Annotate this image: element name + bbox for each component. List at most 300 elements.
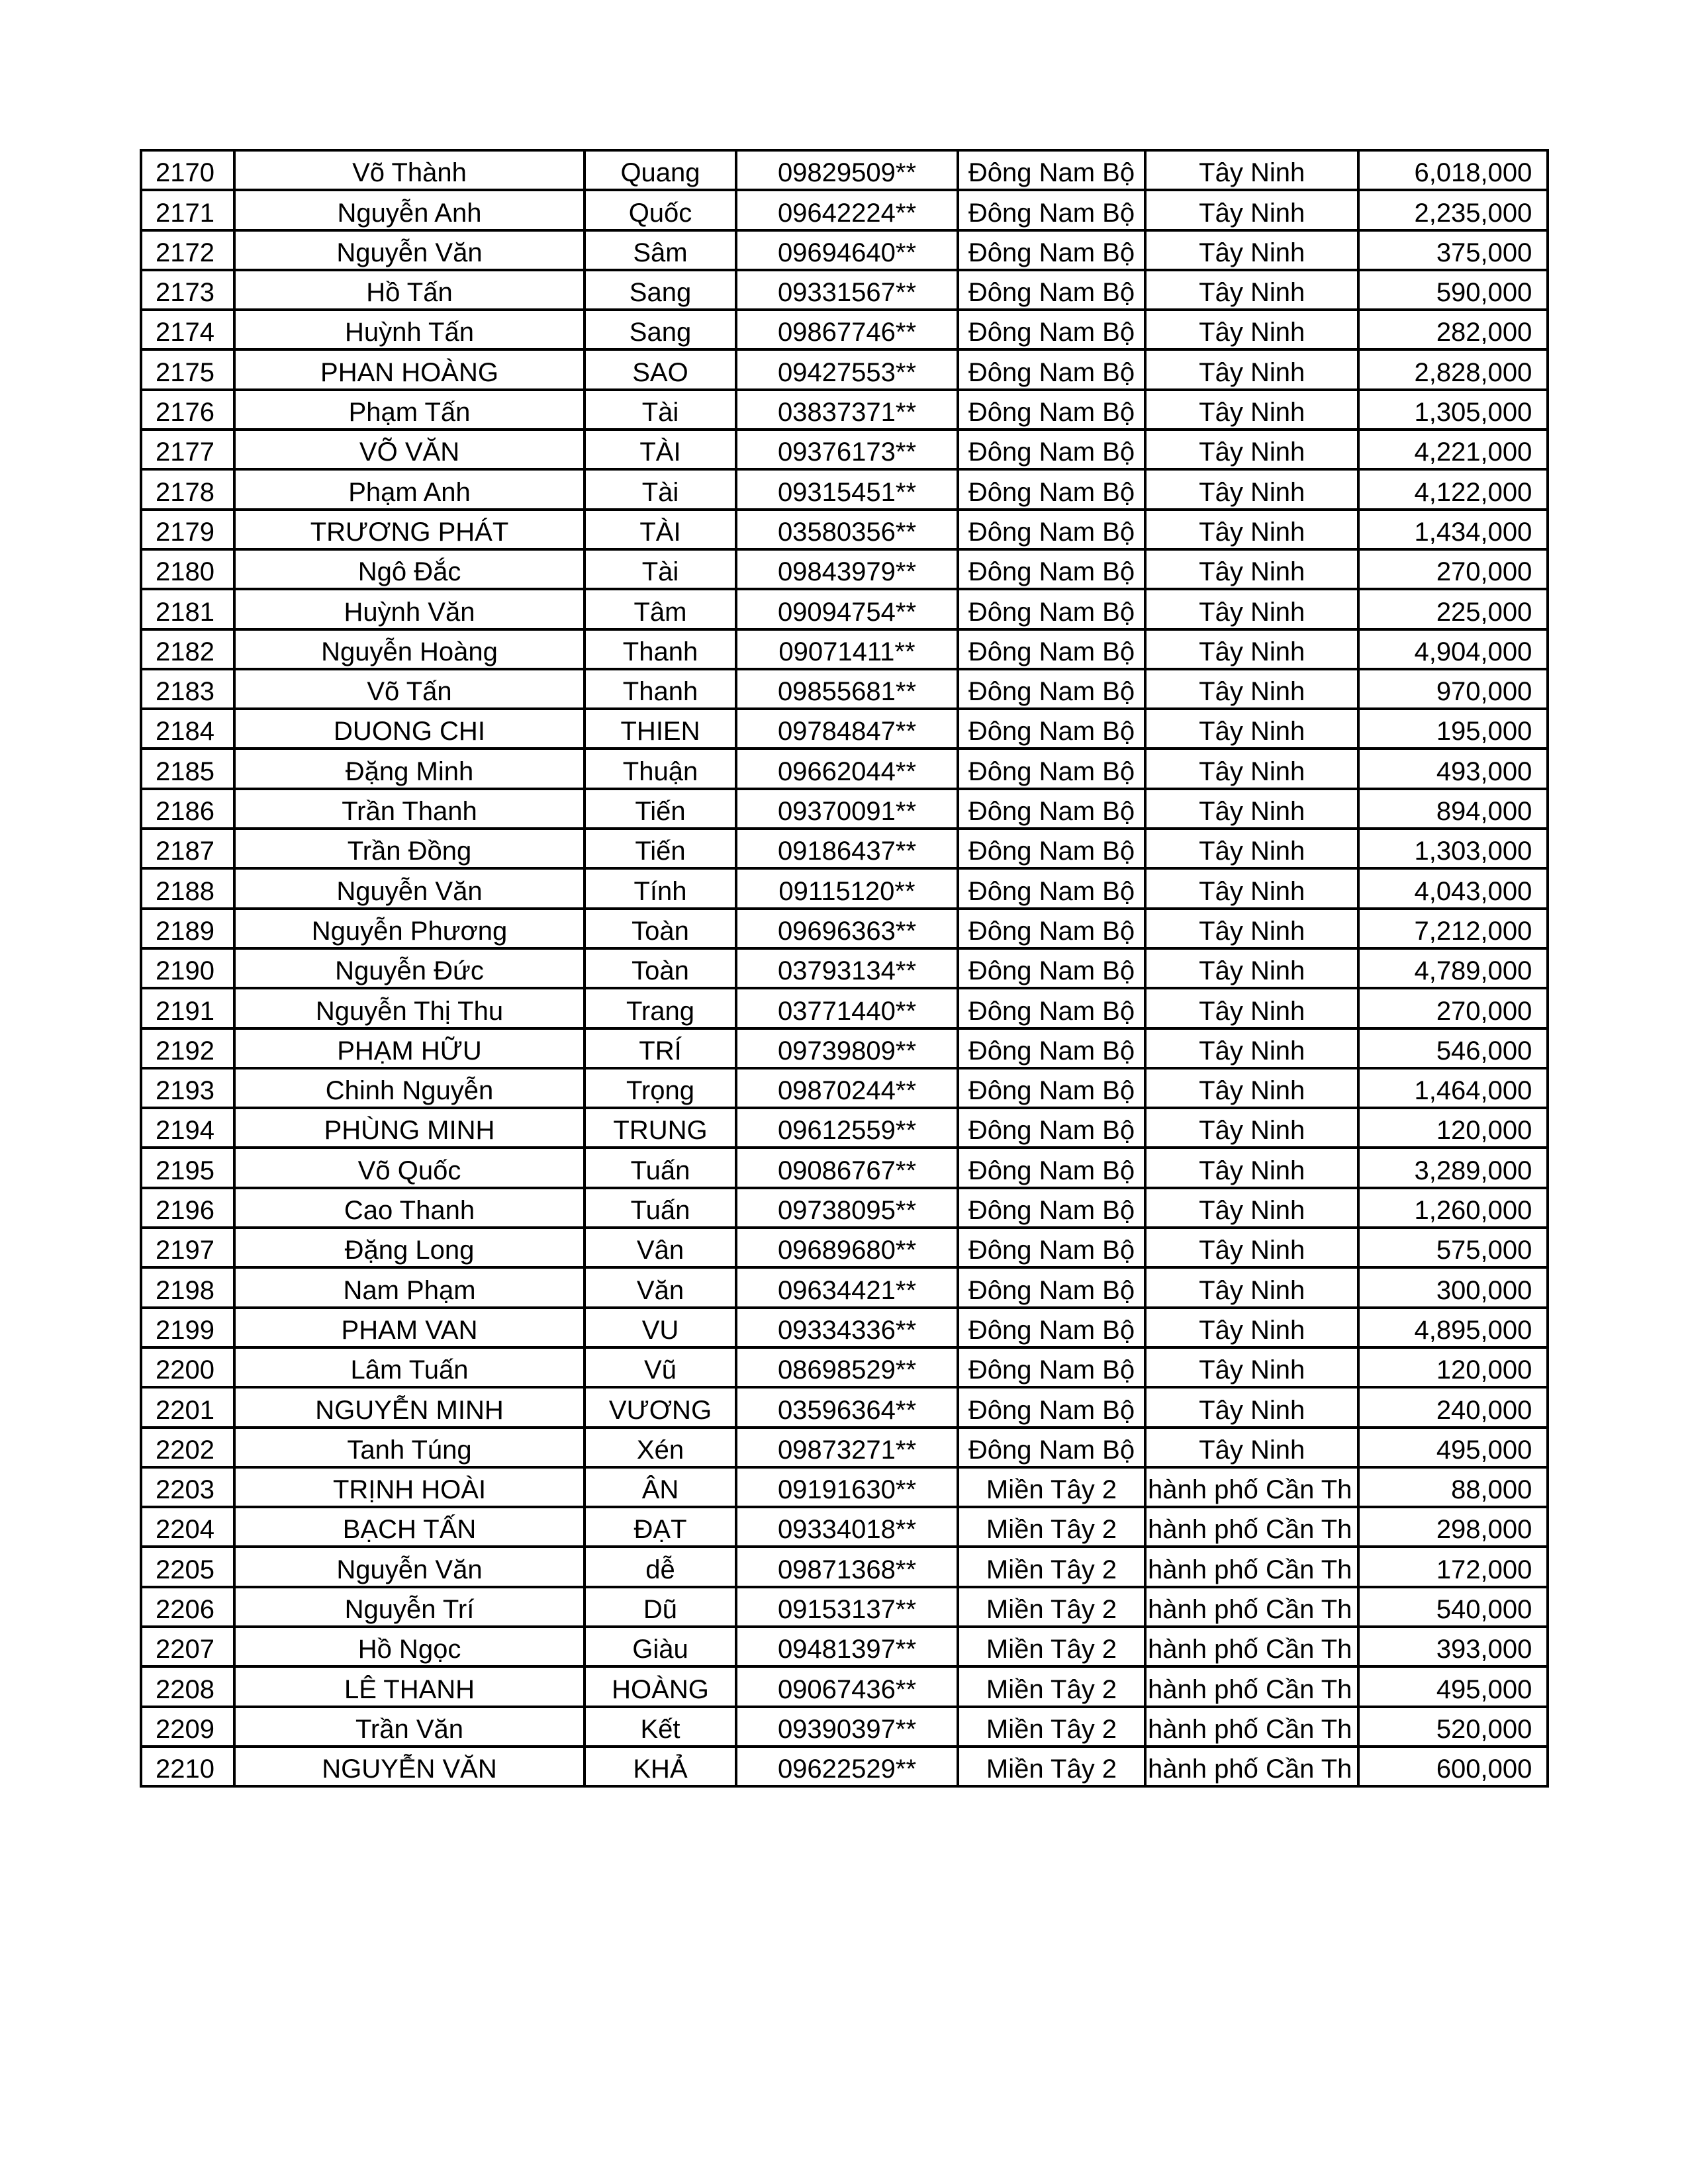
region-cell: Đông Nam Bộ — [958, 310, 1145, 349]
surname-cell: TRƯƠNG PHÁT — [234, 510, 585, 549]
surname-cell: Nguyễn Văn — [234, 230, 585, 270]
phone-cell: 09689680** — [736, 1228, 958, 1267]
row-number-cell: 2206 — [141, 1587, 234, 1627]
given-name-cell: Quang — [585, 150, 736, 190]
region-cell: Đông Nam Bộ — [958, 1228, 1145, 1267]
row-number-cell: 2170 — [141, 150, 234, 190]
amount-cell: 270,000 — [1358, 988, 1548, 1028]
phone-cell: 09376173** — [736, 430, 958, 469]
province-cell: Tây Ninh — [1145, 749, 1358, 788]
province-cell: Tây Ninh — [1145, 310, 1358, 349]
region-cell: Đông Nam Bộ — [958, 829, 1145, 868]
region-cell: Đông Nam Bộ — [958, 270, 1145, 310]
amount-cell: 4,043,000 — [1358, 868, 1548, 908]
given-name-cell: ÂN — [585, 1467, 736, 1507]
region-cell: Miền Tây 2 — [958, 1467, 1145, 1507]
row-number-cell: 2188 — [141, 868, 234, 908]
given-name-cell: Thanh — [585, 629, 736, 669]
amount-cell: 1,305,000 — [1358, 390, 1548, 430]
given-name-cell: THIEN — [585, 709, 736, 749]
row-number-cell: 2187 — [141, 829, 234, 868]
amount-cell: 970,000 — [1358, 669, 1548, 709]
region-cell: Miền Tây 2 — [958, 1507, 1145, 1547]
surname-cell: Nguyễn Phương — [234, 909, 585, 948]
given-name-cell: VU — [585, 1308, 736, 1347]
region-cell: Đông Nam Bộ — [958, 1148, 1145, 1187]
province-cell: Tây Ninh — [1145, 190, 1358, 230]
province-cell: Tây Ninh — [1145, 669, 1358, 709]
province-cell: Tây Ninh — [1145, 909, 1358, 948]
amount-cell: 270,000 — [1358, 549, 1548, 589]
phone-cell: 09331567** — [736, 270, 958, 310]
table-row — [141, 988, 1548, 1028]
surname-cell: DUONG CHI — [234, 709, 585, 749]
province-cell: Tây Ninh — [1145, 150, 1358, 190]
region-cell: Miền Tây 2 — [958, 1587, 1145, 1627]
row-number-cell: 2171 — [141, 190, 234, 230]
region-cell: Miền Tây 2 — [958, 1707, 1145, 1747]
province-cell: Tây Ninh — [1145, 1308, 1358, 1347]
given-name-cell: Quốc — [585, 190, 736, 230]
phone-cell: 09696363** — [736, 909, 958, 948]
given-name-cell: Tiến — [585, 829, 736, 868]
phone-cell: 09094754** — [736, 589, 958, 629]
table-row — [141, 150, 1548, 190]
table-row — [141, 1627, 1548, 1666]
region-cell: Miền Tây 2 — [958, 1627, 1145, 1666]
phone-cell: 09634421** — [736, 1267, 958, 1307]
surname-cell: Tanh Túng — [234, 1428, 585, 1467]
given-name-cell: Văn — [585, 1267, 736, 1307]
phone-cell: 09829509** — [736, 150, 958, 190]
province-cell: Tây Ninh — [1145, 709, 1358, 749]
province-cell: hành phố Cần Th — [1145, 1587, 1358, 1627]
region-cell: Đông Nam Bộ — [958, 349, 1145, 389]
amount-cell: 120,000 — [1358, 1347, 1548, 1387]
province-cell: Tây Ninh — [1145, 390, 1358, 430]
phone-cell: 09086767** — [736, 1148, 958, 1187]
row-number-cell: 2192 — [141, 1028, 234, 1068]
row-number-cell: 2178 — [141, 469, 234, 509]
table-row — [141, 1188, 1548, 1228]
phone-cell: 09843979** — [736, 549, 958, 589]
surname-cell: Trần Đồng — [234, 829, 585, 868]
amount-cell: 493,000 — [1358, 749, 1548, 788]
region-cell: Đông Nam Bộ — [958, 629, 1145, 669]
surname-cell: PHẠM HỮU — [234, 1028, 585, 1068]
row-number-cell: 2183 — [141, 669, 234, 709]
phone-cell: 09870244** — [736, 1068, 958, 1108]
province-cell: Tây Ninh — [1145, 430, 1358, 469]
region-cell: Đông Nam Bộ — [958, 749, 1145, 788]
surname-cell: NGUYỄN MINH — [234, 1387, 585, 1427]
region-cell: Đông Nam Bộ — [958, 430, 1145, 469]
row-number-cell: 2181 — [141, 589, 234, 629]
given-name-cell: KHẢ — [585, 1747, 736, 1786]
phone-cell: 09427553** — [736, 349, 958, 389]
given-name-cell: Thuận — [585, 749, 736, 788]
table-row — [141, 868, 1548, 908]
surname-cell: PHÙNG MINH — [234, 1108, 585, 1148]
surname-cell: Võ Tấn — [234, 669, 585, 709]
region-cell: Đông Nam Bộ — [958, 669, 1145, 709]
given-name-cell: Trọng — [585, 1068, 736, 1108]
surname-cell: Nguyễn Trí — [234, 1587, 585, 1627]
row-number-cell: 2208 — [141, 1666, 234, 1706]
table-body — [141, 150, 1548, 1786]
province-cell: Tây Ninh — [1145, 589, 1358, 629]
phone-cell: 03596364** — [736, 1387, 958, 1427]
region-cell: Đông Nam Bộ — [958, 948, 1145, 988]
surname-cell: Chinh Nguyễn — [234, 1068, 585, 1108]
province-cell: Tây Ninh — [1145, 1148, 1358, 1187]
province-cell: hành phố Cần Th — [1145, 1467, 1358, 1507]
region-cell: Đông Nam Bộ — [958, 190, 1145, 230]
table-row — [141, 948, 1548, 988]
amount-cell: 4,895,000 — [1358, 1308, 1548, 1347]
surname-cell: Huỳnh Tấn — [234, 310, 585, 349]
province-cell: hành phố Cần Th — [1145, 1666, 1358, 1706]
row-number-cell: 2191 — [141, 988, 234, 1028]
amount-cell: 7,212,000 — [1358, 909, 1548, 948]
table-row — [141, 1028, 1548, 1068]
surname-cell: NGUYỄN VĂN — [234, 1747, 585, 1786]
phone-cell: 09481397** — [736, 1627, 958, 1666]
surname-cell: LÊ THANH — [234, 1666, 585, 1706]
given-name-cell: TÀI — [585, 510, 736, 549]
row-number-cell: 2175 — [141, 349, 234, 389]
amount-cell: 88,000 — [1358, 1467, 1548, 1507]
amount-cell: 4,904,000 — [1358, 629, 1548, 669]
surname-cell: Phạm Anh — [234, 469, 585, 509]
given-name-cell: Thanh — [585, 669, 736, 709]
row-number-cell: 2185 — [141, 749, 234, 788]
given-name-cell: TÀI — [585, 430, 736, 469]
row-number-cell: 2172 — [141, 230, 234, 270]
phone-cell: 09694640** — [736, 230, 958, 270]
region-cell: Đông Nam Bộ — [958, 510, 1145, 549]
row-number-cell: 2182 — [141, 629, 234, 669]
row-number-cell: 2184 — [141, 709, 234, 749]
given-name-cell: Tuấn — [585, 1188, 736, 1228]
given-name-cell: Sang — [585, 310, 736, 349]
province-cell: Tây Ninh — [1145, 349, 1358, 389]
amount-cell: 1,260,000 — [1358, 1188, 1548, 1228]
region-cell: Miền Tây 2 — [958, 1747, 1145, 1786]
row-number-cell: 2209 — [141, 1707, 234, 1747]
amount-cell: 4,789,000 — [1358, 948, 1548, 988]
row-number-cell: 2210 — [141, 1747, 234, 1786]
table-row — [141, 1666, 1548, 1706]
phone-cell: 09867746** — [736, 310, 958, 349]
row-number-cell: 2200 — [141, 1347, 234, 1387]
phone-cell: 09873271** — [736, 1428, 958, 1467]
province-cell: hành phố Cần Th — [1145, 1707, 1358, 1747]
row-number-cell: 2195 — [141, 1148, 234, 1187]
given-name-cell: VƯƠNG — [585, 1387, 736, 1427]
amount-cell: 1,434,000 — [1358, 510, 1548, 549]
province-cell: Tây Ninh — [1145, 1028, 1358, 1068]
province-cell: hành phố Cần Th — [1145, 1627, 1358, 1666]
phone-cell: 09067436** — [736, 1666, 958, 1706]
surname-cell: Huỳnh Văn — [234, 589, 585, 629]
amount-cell: 120,000 — [1358, 1108, 1548, 1148]
given-name-cell: Vũ — [585, 1347, 736, 1387]
surname-cell: Đặng Minh — [234, 749, 585, 788]
region-cell: Đông Nam Bộ — [958, 909, 1145, 948]
given-name-cell: Tài — [585, 390, 736, 430]
amount-cell: 495,000 — [1358, 1666, 1548, 1706]
region-cell: Đông Nam Bộ — [958, 549, 1145, 589]
phone-cell: 03580356** — [736, 510, 958, 549]
row-number-cell: 2176 — [141, 390, 234, 430]
table-row — [141, 589, 1548, 629]
province-cell: Tây Ninh — [1145, 1267, 1358, 1307]
phone-cell: 03837371** — [736, 390, 958, 430]
row-number-cell: 2177 — [141, 430, 234, 469]
table-row — [141, 1747, 1548, 1786]
phone-cell: 09871368** — [736, 1547, 958, 1586]
amount-cell: 172,000 — [1358, 1547, 1548, 1586]
region-cell: Đông Nam Bộ — [958, 1428, 1145, 1467]
amount-cell: 4,221,000 — [1358, 430, 1548, 469]
recipient-table — [140, 149, 1549, 1788]
province-cell: Tây Ninh — [1145, 829, 1358, 868]
phone-cell: 09390397** — [736, 1707, 958, 1747]
phone-cell: 09315451** — [736, 469, 958, 509]
phone-cell: 09739809** — [736, 1028, 958, 1068]
amount-cell: 282,000 — [1358, 310, 1548, 349]
phone-cell: 09115120** — [736, 868, 958, 908]
table-row — [141, 510, 1548, 549]
surname-cell: Phạm Tấn — [234, 390, 585, 430]
region-cell: Miền Tây 2 — [958, 1666, 1145, 1706]
table-row — [141, 1347, 1548, 1387]
region-cell: Đông Nam Bộ — [958, 988, 1145, 1028]
table-row — [141, 909, 1548, 948]
surname-cell: Võ Quốc — [234, 1148, 585, 1187]
row-number-cell: 2193 — [141, 1068, 234, 1108]
table-row — [141, 1587, 1548, 1627]
given-name-cell: SAO — [585, 349, 736, 389]
table-row — [141, 469, 1548, 509]
given-name-cell: Dũ — [585, 1587, 736, 1627]
table-row — [141, 829, 1548, 868]
surname-cell: Nguyễn Đức — [234, 948, 585, 988]
phone-cell: 09855681** — [736, 669, 958, 709]
province-cell: Tây Ninh — [1145, 549, 1358, 589]
region-cell: Đông Nam Bộ — [958, 1028, 1145, 1068]
given-name-cell: Vân — [585, 1228, 736, 1267]
province-cell: Tây Ninh — [1145, 1428, 1358, 1467]
table-row — [141, 230, 1548, 270]
surname-cell: Hồ Ngọc — [234, 1627, 585, 1666]
amount-cell: 6,018,000 — [1358, 150, 1548, 190]
phone-cell: 09071411** — [736, 629, 958, 669]
province-cell: Tây Ninh — [1145, 1347, 1358, 1387]
table-row — [141, 430, 1548, 469]
amount-cell: 3,289,000 — [1358, 1148, 1548, 1187]
amount-cell: 894,000 — [1358, 789, 1548, 829]
surname-cell: BẠCH TẤN — [234, 1507, 585, 1547]
amount-cell: 298,000 — [1358, 1507, 1548, 1547]
table-row — [141, 1387, 1548, 1427]
surname-cell: Võ Thành — [234, 150, 585, 190]
amount-cell: 1,303,000 — [1358, 829, 1548, 868]
row-number-cell: 2205 — [141, 1547, 234, 1586]
region-cell: Đông Nam Bộ — [958, 150, 1145, 190]
table-row — [141, 1148, 1548, 1187]
row-number-cell: 2189 — [141, 909, 234, 948]
province-cell: hành phố Cần Th — [1145, 1507, 1358, 1547]
table-row — [141, 270, 1548, 310]
amount-cell: 1,464,000 — [1358, 1068, 1548, 1108]
given-name-cell: Tuấn — [585, 1148, 736, 1187]
table-row — [141, 1228, 1548, 1267]
phone-cell: 09186437** — [736, 829, 958, 868]
amount-cell: 195,000 — [1358, 709, 1548, 749]
surname-cell: Cao Thanh — [234, 1188, 585, 1228]
phone-cell: 03793134** — [736, 948, 958, 988]
amount-cell: 300,000 — [1358, 1267, 1548, 1307]
phone-cell: 08698529** — [736, 1347, 958, 1387]
given-name-cell: Sang — [585, 270, 736, 310]
given-name-cell: TRÍ — [585, 1028, 736, 1068]
region-cell: Đông Nam Bộ — [958, 589, 1145, 629]
surname-cell: Nguyễn Hoàng — [234, 629, 585, 669]
given-name-cell: Tài — [585, 549, 736, 589]
amount-cell: 520,000 — [1358, 1707, 1548, 1747]
surname-cell: Nguyễn Văn — [234, 1547, 585, 1586]
amount-cell: 375,000 — [1358, 230, 1548, 270]
table-row — [141, 349, 1548, 389]
table-row — [141, 310, 1548, 349]
region-cell: Đông Nam Bộ — [958, 390, 1145, 430]
surname-cell: Nguyễn Thị Thu — [234, 988, 585, 1028]
table-row — [141, 1068, 1548, 1108]
region-cell: Đông Nam Bộ — [958, 789, 1145, 829]
row-number-cell: 2190 — [141, 948, 234, 988]
region-cell: Đông Nam Bộ — [958, 1068, 1145, 1108]
given-name-cell: Tâm — [585, 589, 736, 629]
surname-cell: Đặng Long — [234, 1228, 585, 1267]
table-row — [141, 709, 1548, 749]
surname-cell: VÕ VĂN — [234, 430, 585, 469]
province-cell: Tây Ninh — [1145, 948, 1358, 988]
phone-cell: 09370091** — [736, 789, 958, 829]
given-name-cell: Toàn — [585, 948, 736, 988]
given-name-cell: TRUNG — [585, 1108, 736, 1148]
surname-cell: TRỊNH HOÀI — [234, 1467, 585, 1507]
row-number-cell: 2203 — [141, 1467, 234, 1507]
province-cell: Tây Ninh — [1145, 1387, 1358, 1427]
region-cell: Đông Nam Bộ — [958, 1108, 1145, 1148]
province-cell: Tây Ninh — [1145, 1068, 1358, 1108]
given-name-cell: Sâm — [585, 230, 736, 270]
phone-cell: 09334336** — [736, 1308, 958, 1347]
region-cell: Đông Nam Bộ — [958, 1387, 1145, 1427]
amount-cell: 495,000 — [1358, 1428, 1548, 1467]
province-cell: Tây Ninh — [1145, 469, 1358, 509]
table-row — [141, 669, 1548, 709]
surname-cell: Nam Phạm — [234, 1267, 585, 1307]
row-number-cell: 2180 — [141, 549, 234, 589]
phone-cell: 09784847** — [736, 709, 958, 749]
row-number-cell: 2199 — [141, 1308, 234, 1347]
amount-cell: 546,000 — [1358, 1028, 1548, 1068]
given-name-cell: Kết — [585, 1707, 736, 1747]
given-name-cell: Tiến — [585, 789, 736, 829]
given-name-cell: Xén — [585, 1428, 736, 1467]
surname-cell: Lâm Tuấn — [234, 1347, 585, 1387]
amount-cell: 2,828,000 — [1358, 349, 1548, 389]
province-cell: Tây Ninh — [1145, 510, 1358, 549]
phone-cell: 09153137** — [736, 1587, 958, 1627]
province-cell: hành phố Cần Th — [1145, 1547, 1358, 1586]
table-row — [141, 789, 1548, 829]
phone-cell: 09191630** — [736, 1467, 958, 1507]
table-row — [141, 1308, 1548, 1347]
province-cell: Tây Ninh — [1145, 230, 1358, 270]
province-cell: Tây Ninh — [1145, 1188, 1358, 1228]
given-name-cell: Tính — [585, 868, 736, 908]
surname-cell: Trần Văn — [234, 1707, 585, 1747]
amount-cell: 540,000 — [1358, 1587, 1548, 1627]
province-cell: Tây Ninh — [1145, 629, 1358, 669]
row-number-cell: 2194 — [141, 1108, 234, 1148]
table-row — [141, 749, 1548, 788]
region-cell: Đông Nam Bộ — [958, 230, 1145, 270]
phone-cell: 03771440** — [736, 988, 958, 1028]
phone-cell: 09622529** — [736, 1747, 958, 1786]
amount-cell: 575,000 — [1358, 1228, 1548, 1267]
table-row — [141, 1467, 1548, 1507]
region-cell: Đông Nam Bộ — [958, 1188, 1145, 1228]
table-row — [141, 1507, 1548, 1547]
amount-cell: 600,000 — [1358, 1747, 1548, 1786]
given-name-cell: dễ — [585, 1547, 736, 1586]
surname-cell: PHAM VAN — [234, 1308, 585, 1347]
table-row — [141, 390, 1548, 430]
given-name-cell: ĐẠT — [585, 1507, 736, 1547]
region-cell: Đông Nam Bộ — [958, 709, 1145, 749]
province-cell: Tây Ninh — [1145, 270, 1358, 310]
row-number-cell: 2201 — [141, 1387, 234, 1427]
table-row — [141, 1428, 1548, 1467]
amount-cell: 225,000 — [1358, 589, 1548, 629]
phone-cell: 09334018** — [736, 1507, 958, 1547]
surname-cell: Nguyễn Anh — [234, 190, 585, 230]
given-name-cell: Trang — [585, 988, 736, 1028]
region-cell: Đông Nam Bộ — [958, 868, 1145, 908]
region-cell: Đông Nam Bộ — [958, 1347, 1145, 1387]
province-cell: Tây Ninh — [1145, 789, 1358, 829]
row-number-cell: 2174 — [141, 310, 234, 349]
phone-cell: 09642224** — [736, 190, 958, 230]
surname-cell: Ngô Đắc — [234, 549, 585, 589]
surname-cell: Nguyễn Văn — [234, 868, 585, 908]
row-number-cell: 2198 — [141, 1267, 234, 1307]
phone-cell: 09612559** — [736, 1108, 958, 1148]
amount-cell: 240,000 — [1358, 1387, 1548, 1427]
region-cell: Miền Tây 2 — [958, 1547, 1145, 1586]
phone-cell: 09662044** — [736, 749, 958, 788]
region-cell: Đông Nam Bộ — [958, 1267, 1145, 1307]
table-row — [141, 1547, 1548, 1586]
given-name-cell: Tài — [585, 469, 736, 509]
region-cell: Đông Nam Bộ — [958, 1308, 1145, 1347]
table-row — [141, 629, 1548, 669]
